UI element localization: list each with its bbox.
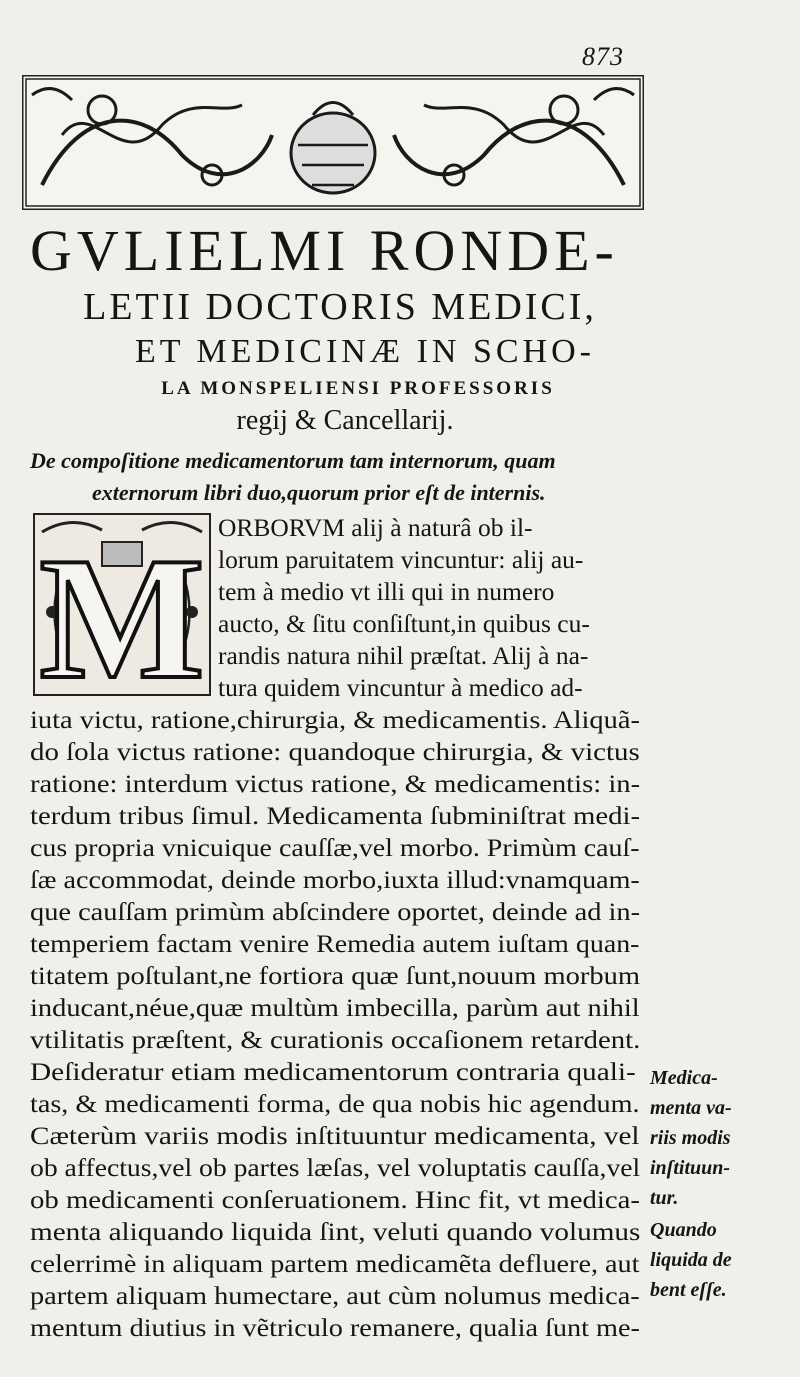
dropcap-letter: M [39, 521, 205, 697]
body-line-1: ORBORVM alij à naturâ ob il- [218, 513, 533, 542]
body-line-9: ratione: interdum victus ratione, & medicamentis: in- [30, 769, 641, 798]
work-subtitle [30, 445, 670, 509]
body-line-26: mentum diutius in vẽtriculo remanere, qualia ſunt me- [30, 1313, 640, 1342]
decorative-headpiece-ornament [22, 75, 644, 210]
body-line-3: tem à medio vt illi qui in numero [218, 577, 555, 606]
margin-note-5: tur. [650, 1187, 679, 1209]
body-line-5: randis natura nihil præſtat. Alij à na- [218, 641, 589, 670]
title-line-1: GVLIELMI RONDE- [30, 218, 619, 283]
page-number: 873 [582, 42, 624, 71]
margin-note-6: Quando [650, 1219, 717, 1241]
body-line-24: celerrimè in aliquam partem medicamẽta defluere, aut [30, 1249, 640, 1278]
title-line-4: LA MONSPELIENSI PROFESSORIS [161, 378, 555, 399]
body-line-13: que cauſſam primùm abſcindere oportet, deinde ad in- [30, 897, 641, 926]
subtitle-line-1: De compoſitione medicamentorum tam internorum, quam [30, 448, 556, 473]
body-line-22: ob medicamenti conſeruationem. Hinc fit, vt medica- [30, 1185, 640, 1214]
body-line-16: inducant,néue,quæ multùm imbecilla, parùm aut nihil [30, 993, 640, 1022]
body-line-15: titatem poſtulant,ne fortiora quæ ſunt,nouum morbum [30, 961, 641, 990]
body-line-4: aucto, & ſitu conſiſtunt,in quibus cu- [218, 609, 590, 638]
body-line-2: lorum paruitatem vincuntur: alij au- [218, 545, 584, 574]
title-line-5: regij & Cancellarij. [236, 405, 454, 436]
body-line-6: tura quidem vincuntur à medico ad- [218, 673, 583, 702]
margin-note-3: riis modis [650, 1127, 731, 1149]
body-line-10: terdum tribus ſimul. Medicamenta ſubminiſtrat medi- [30, 801, 641, 830]
body-line-7: iuta victu, ratione,chirurgia, & medicamentis. Aliquã- [30, 705, 640, 734]
book-title [20, 218, 660, 438]
body-line-21: ob affectus,vel ob partes læſas, vel voluptatis cauſſa,vel [30, 1153, 641, 1182]
body-line-11: cus propria vnicuique cauſſæ,vel morbo. Primùm cauſ- [30, 833, 640, 862]
title-line-2: LETII DOCTORIS MEDICI, [83, 286, 597, 328]
title-line-3: ET MEDICINÆ IN SCHO- [135, 333, 595, 370]
body-line-25: partem aliquam humectare, aut cùm nolumus medica- [30, 1281, 640, 1310]
body-line-14: temperiem factam venire Remedia autem iuſtam quan- [30, 929, 640, 958]
margin-note-8: bent eſſe. [650, 1279, 727, 1301]
body-line-17: vtilitatis præſtent, & curationis occaſionem retardent. [30, 1025, 641, 1054]
body-line-23: menta aliquando liquida ſint, veluti quando volumus [30, 1217, 641, 1246]
margin-note-2: menta va- [650, 1097, 732, 1119]
body-line-20: Cæterùm variis modis inſtituuntur medicamenta, vel [30, 1121, 640, 1150]
body-line-18: Deſideratur etiam medicamentorum contraria quali- [30, 1057, 636, 1086]
margin-note-7: liquida de [650, 1249, 732, 1271]
body-line-8: do ſola victus ratione: quandoque chirurgia, & victus [30, 737, 640, 766]
decorated-initial-m [32, 512, 212, 697]
margin-note-4: inſtituun- [650, 1157, 731, 1179]
margin-note-1: Medica- [650, 1067, 718, 1089]
subtitle-line-2: externorum libri duo,quorum prior eſt de internis. [92, 480, 546, 505]
body-line-12: ſæ accommodat, deinde morbo,iuxta illud:vnamquam- [30, 865, 640, 894]
body-line-19: tas, & medicamenti forma, de qua nobis hic agendum. [30, 1089, 640, 1118]
